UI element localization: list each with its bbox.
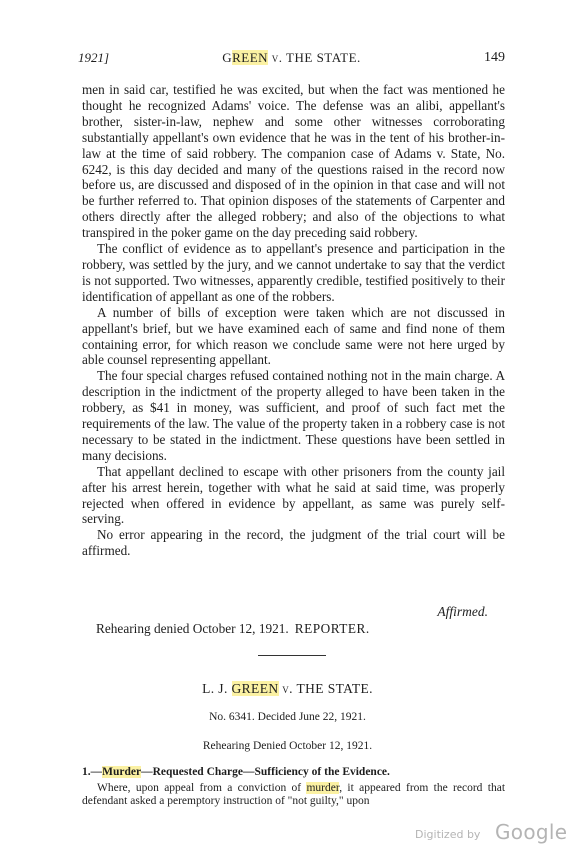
search-highlight: REEN [232,50,269,65]
digitization-watermark [415,820,568,846]
running-head-title-start: G [222,50,233,65]
headnote-number: 1.— [82,766,103,778]
case-title-prefix: L. J. [202,681,232,696]
opinion-paragraph: A number of bills of exception were taken which are not discussed in appellant's brief, but we have examined each of same and find none of them containing error, for which reason we conclude same were not here urged by able counsel representing appellant. [82,304,505,368]
running-head-year: 1921] [78,50,110,65]
headnote-paragraph [82,782,505,808]
affirmed-label: Affirmed. [437,604,488,619]
opinion-paragraph: That appellant declined to escape with other prisoners from the county jail after his arrest herein, together with what he said at said time, was properly rejected when offered in evidence by appellant, as same was purely self-serving. [82,463,505,527]
rehearing-note-text: Rehearing denied October 12, 1921. [96,621,289,636]
search-highlight: GREEN [231,681,279,696]
search-highlight: murder [306,782,340,794]
reporter-label: REPORTER. [294,621,370,636]
running-head [78,50,505,68]
opinion-paragraph: The conflict of evidence as to appellant's presence and participation in the robbery, was settled by the jury, and we cannot undertake to say that the verdict is not supported. Two witnesses, apparently credible, testified positively to their identification of appellant as one of the robbers. [82,241,505,304]
opinion-paragraph: No error appearing in the record, the judgment of the trial court will be affirmed. [82,527,505,559]
headnote-body [82,782,505,808]
case-title-suffix: v. THE STATE. [278,681,373,696]
headnote-text-end: , it appeared from the record that defendant asked a peremptory instruction of "not guilty," upon [82,782,506,808]
running-head-title [78,50,505,66]
running-head-title-end: v. THE STATE. [268,50,361,65]
opinion-text [82,82,505,559]
rehearing-note [96,621,370,637]
headnote-text-start: Where, upon appeal from a conviction of [97,782,307,794]
case-number: No. 6341. Decided June 22, 1921. [209,711,366,723]
section-divider [258,655,326,656]
case-rehearing: Rehearing Denied October 12, 1921. [202,740,373,752]
page-number: 149 [484,50,505,65]
headnote-subtopic: —Requested Charge—Sufficiency of the Evidence. [141,766,390,778]
google-logo: Google [495,820,568,844]
watermark-text: Digitized by [415,828,481,841]
search-highlight: Murder [102,766,142,778]
case-title [0,681,575,697]
opinion-paragraph: men in said car, testified he was excited, but when the fact was mentioned he thought he recognized Adams' voice. The defense was an alibi, appellant's brother, sister-in-law, nephew and some other witnesses corroborating substantially appellant's own evidence that he was in the tent of his brother-in-law at the time of said robbery. The companion case of Adams v. State, No. 6242, is this day decided and many of the questions raised in the record now before us, are discussed and disposed of in the opinion in that case and will not be further referred to. That opinion disposes of the statements of Carpenter and others directly after the alleged robbery; and also of the objections to what transpired in the poker game on the day preceding said robbery. [82,82,505,241]
headnote-title [82,766,505,778]
opinion-paragraph: The four special charges refused contained nothing not in the main charge. A description in the indictment of the property alleged to have been taken in the robbery, as $41 in money, was sufficient, and proof of such fact met the requirements of the law. The value of the property taken in a robbery case is not necessary to be stated in the indictment. These questions have been settled in many decisions. [82,368,505,463]
